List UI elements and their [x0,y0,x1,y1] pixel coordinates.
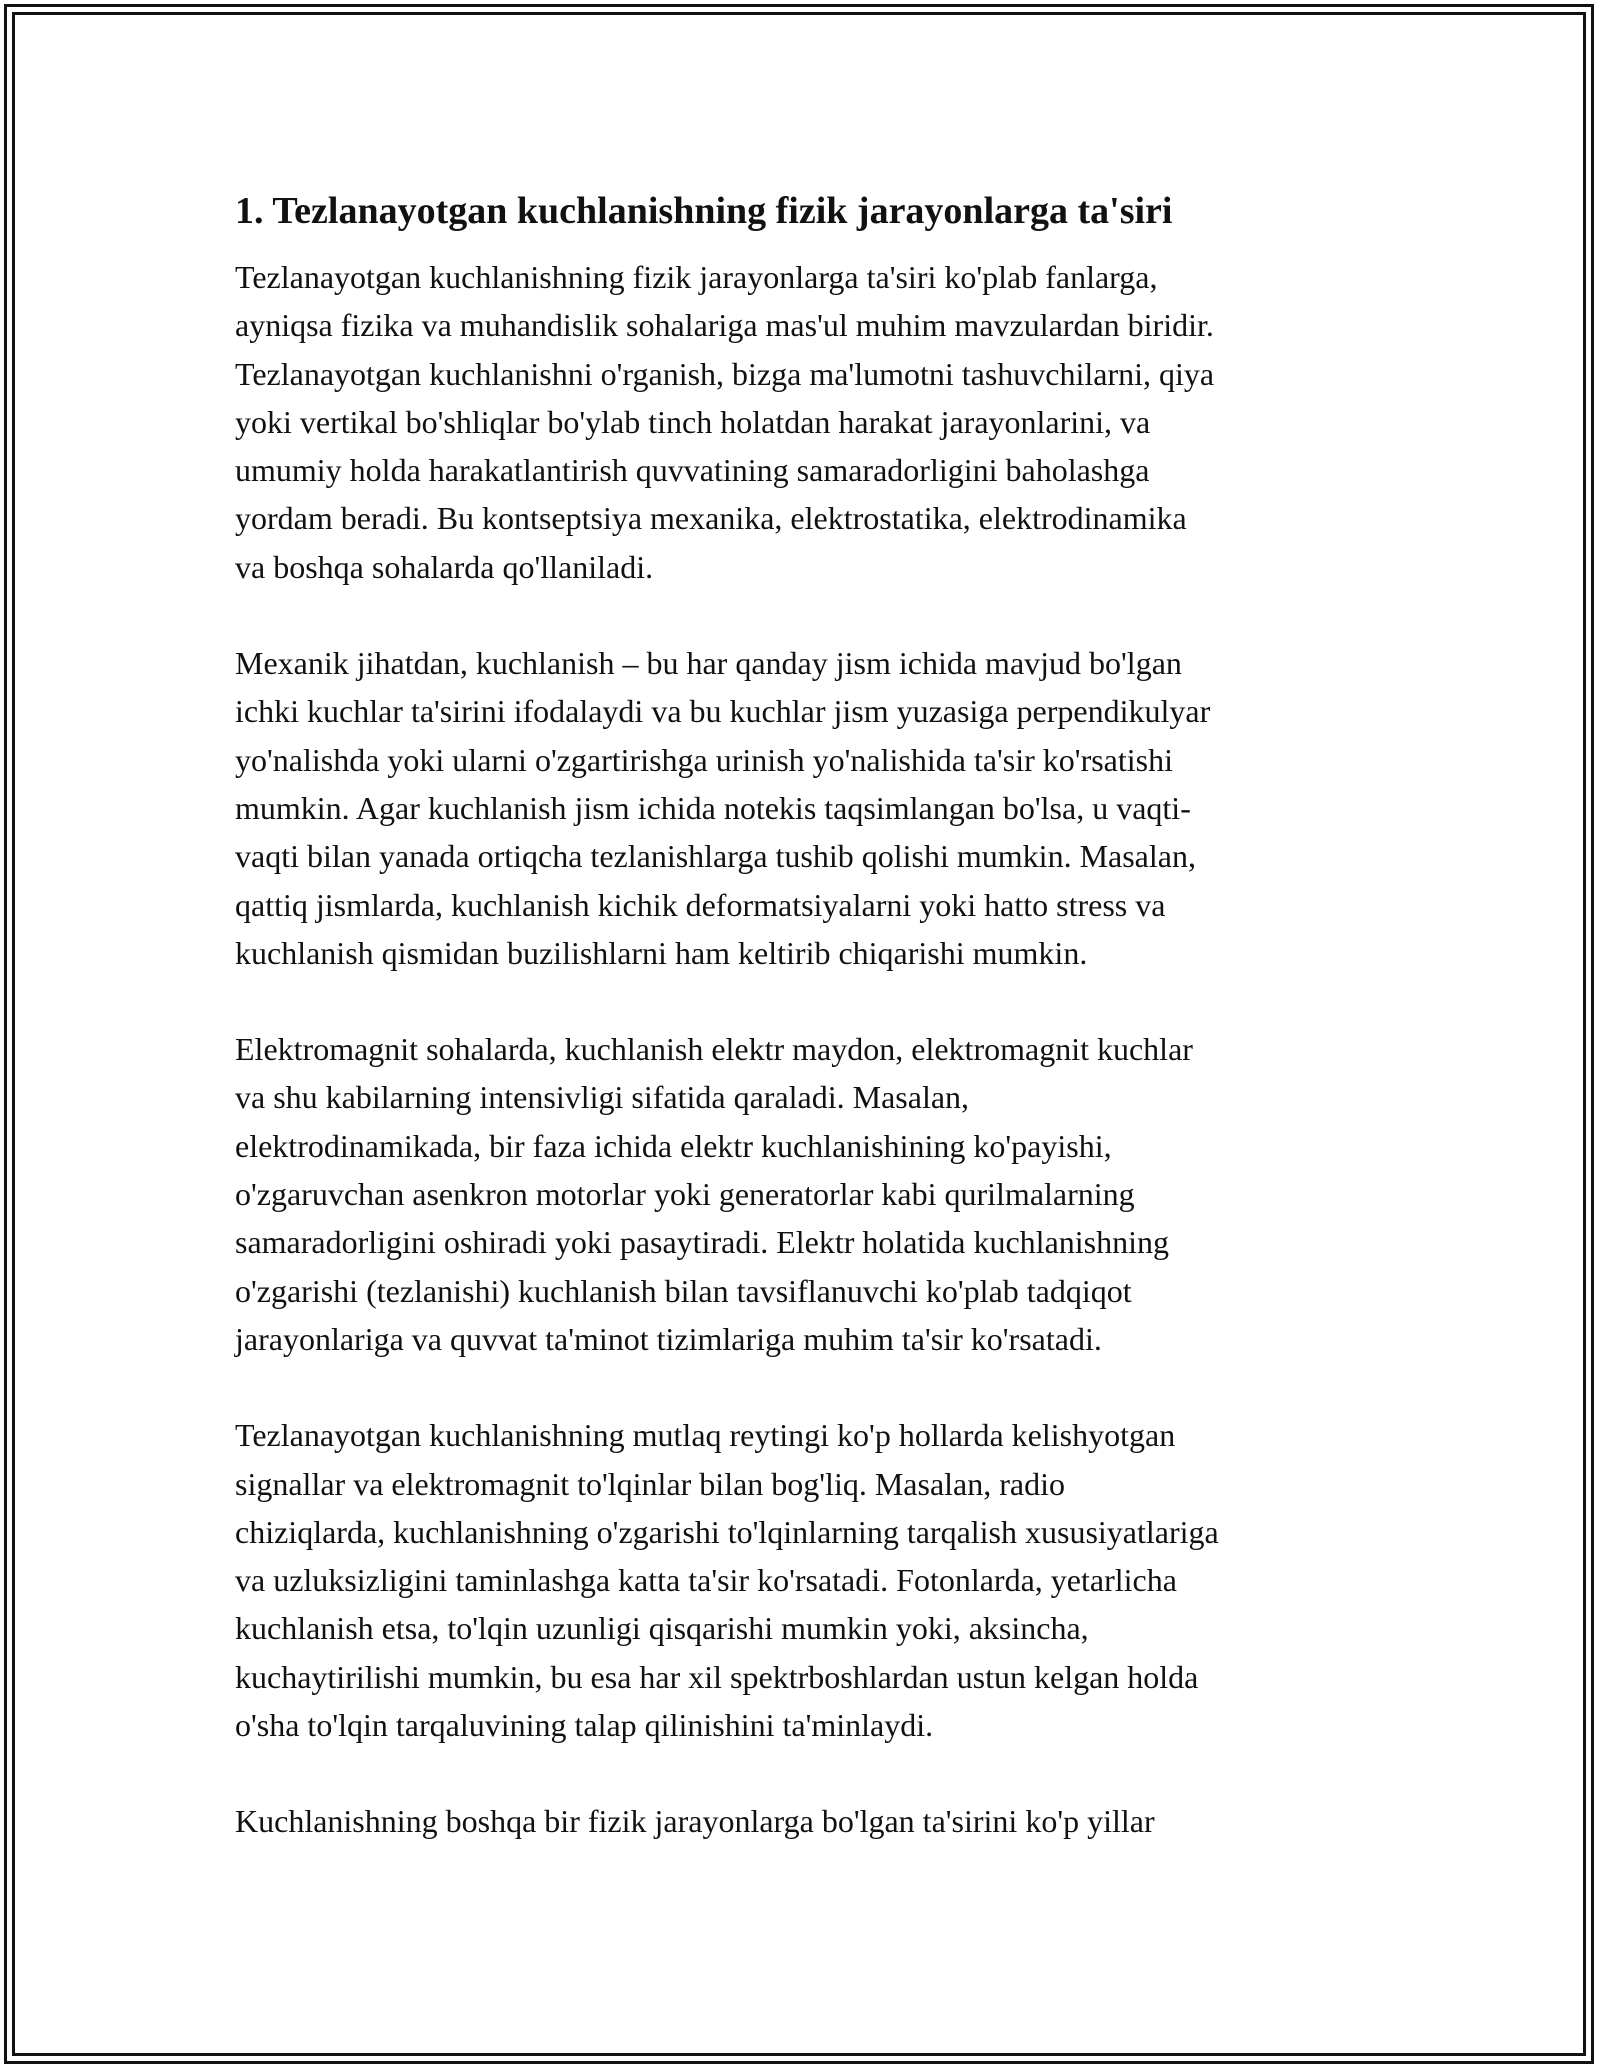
text-line: qattiq jismlarda, kuchlanish kichik deformatsiyalarni yoki hatto stress va [235,886,1166,923]
text-line: signallar va elektromagnit to'lqinlar bilan bog'liq. Masalan, radio [235,1465,1065,1502]
text-line: umumiy holda harakatlantirish quvvatining samaradorligini baholashga [235,452,1150,489]
text-line: elektrodinamikada, bir faza ichida elektr kuchlanishining ko'payishi, [235,1127,1112,1164]
section-heading: 1. Tezlanayotgan kuchlanishning fizik jarayonlarga ta'siri [235,190,1173,232]
text-line: yo'nalishda yoki ularni o'zgartirishga urinish yo'nalishida ta'sir ko'rsatishi [235,741,1173,778]
text-line: va boshqa sohalarda qo'llaniladi. [235,548,654,585]
text-line: yordam beradi. Bu kontseptsiya mexanika, elektrostatika, elektrodinamika [235,500,1187,537]
paragraph [235,1411,1375,1749]
text-line: o'zgarishi (tezlanishi) kuchlanish bilan tavsiflanuvchi ko'plab tadqiqot [235,1272,1132,1309]
text-line: samaradorligini oshiradi yoki pasaytiradi. Elektr holatida kuchlanishning [235,1224,1169,1261]
text-line: Mexanik jihatdan, kuchlanish – bu har qanday jism ichida mavjud bo'lgan [235,645,1182,682]
text-line: kuchlanish qismidan buzilishlarni ham keltirib chiqarishi mumkin. [235,934,1088,971]
text-line: ichki kuchlar ta'sirini ifodalaydi va bu kuchlar jism yuzasiga perpendikulyar [235,693,1211,730]
text-line: Kuchlanishning boshqa bir fizik jarayonlarga bo'lgan ta'sirini ko'p yillar [235,1803,1155,1840]
text-line: Elektromagnit sohalarda, kuchlanish elektr maydon, elektromagnit kuchlar [235,1031,1193,1068]
paragraph [235,1025,1375,1363]
text-line: va shu kabilarning intensivligi sifatida qaraladi. Masalan, [235,1079,970,1116]
text-line: va uzluksizligini taminlashga katta ta'sir ko'rsatadi. Fotonlarda, yetarlicha [235,1562,1177,1599]
text-line: Tezlanayotgan kuchlanishning fizik jarayonlarga ta'siri ko'plab fanlarga, [235,259,1158,295]
text-line: Tezlanayotgan kuchlanishning mutlaq reytingi ko'p hollarda kelishyotgan [235,1417,1176,1454]
text-line: kuchlanish etsa, to'lqin uzunligi qisqarishi mumkin yoki, aksincha, [235,1610,1089,1647]
paragraph [235,253,1375,591]
text-line: Tezlanayotgan kuchlanishni o'rganish, bizga ma'lumotni tashuvchilarni, qiya [235,355,1215,392]
text-line: jarayonlariga va quvvat ta'minot tizimlariga muhim ta'sir ko'rsatadi. [235,1320,1102,1357]
text-line: ayniqsa fizika va muhandislik sohalariga mas'ul muhim mavzulardan biridir. [235,307,1214,344]
text-line: yoki vertikal bo'shliqlar bo'ylab tinch holatdan harakat jarayonlarini, va [235,403,1151,440]
document-body [235,185,1375,1894]
text-line: chiziqlarda, kuchlanishning o'zgarishi to'lqinlarning tarqalish xususiyatlariga [235,1513,1219,1550]
text-line: o'sha to'lqin tarqaluvining talap qilinishini ta'minlaydi. [235,1707,934,1744]
text-line: vaqti bilan yanada ortiqcha tezlanishlarga tushib qolishi mumkin. Masalan, [235,838,1196,875]
paragraph [235,1797,1375,1845]
paragraph [235,639,1375,977]
text-line: kuchaytirilishi mumkin, bu esa har xil spektrboshlardan ustun kelgan holda [235,1658,1199,1695]
text-line: o'zgaruvchan asenkron motorlar yoki generatorlar kabi qurilmalarning [235,1176,1135,1213]
text-line: mumkin. Agar kuchlanish jism ichida notekis taqsimlangan bo'lsa, u vaqti- [235,789,1191,826]
